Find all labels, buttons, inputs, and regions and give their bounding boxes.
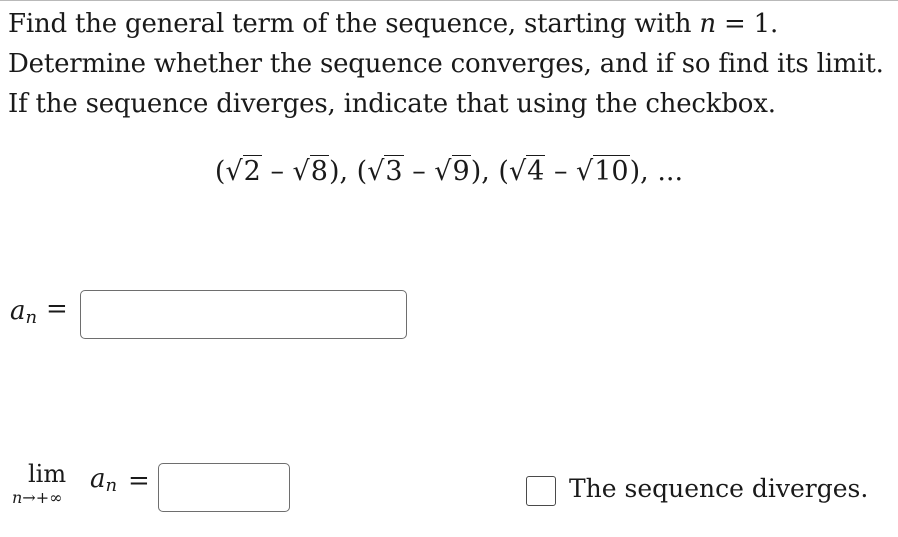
diverges-checkbox[interactable] xyxy=(526,476,556,506)
diverges-checkbox-label[interactable]: The sequence diverges. xyxy=(569,474,869,503)
general-term-label: an xyxy=(10,296,38,328)
instruction-line-3: If the sequence diverges, indicate that using the checkbox. xyxy=(8,89,776,119)
top-border xyxy=(0,0,898,1)
limit-equals: = xyxy=(128,466,150,496)
instruction-line-2: Determine whether the sequence converges, and if so find its limit. xyxy=(8,49,884,79)
variable-n: n xyxy=(699,9,716,39)
general-term-input[interactable] xyxy=(80,290,407,339)
limit-operator: lim xyxy=(28,460,67,488)
limit-input[interactable] xyxy=(158,463,290,512)
sequence-term-1: (√2 – √8) xyxy=(214,156,340,187)
sequence-term-3: (√4 – √10) xyxy=(498,156,641,187)
sequence-ellipsis: ... xyxy=(657,156,684,187)
instruction-line-1: Find the general term of the sequence, starting with n = 1. xyxy=(8,9,779,39)
limit-sequence-label: an xyxy=(90,464,118,496)
sequence-term-2: (√3 – √9) xyxy=(356,156,482,187)
general-term-equals: = xyxy=(46,294,68,324)
limit-subscript: n→+∞ xyxy=(12,488,63,507)
problem-instructions xyxy=(8,4,888,124)
sequence-expression: (√2 – √8), (√3 – √9), (√4 – √10), ... xyxy=(214,156,684,187)
